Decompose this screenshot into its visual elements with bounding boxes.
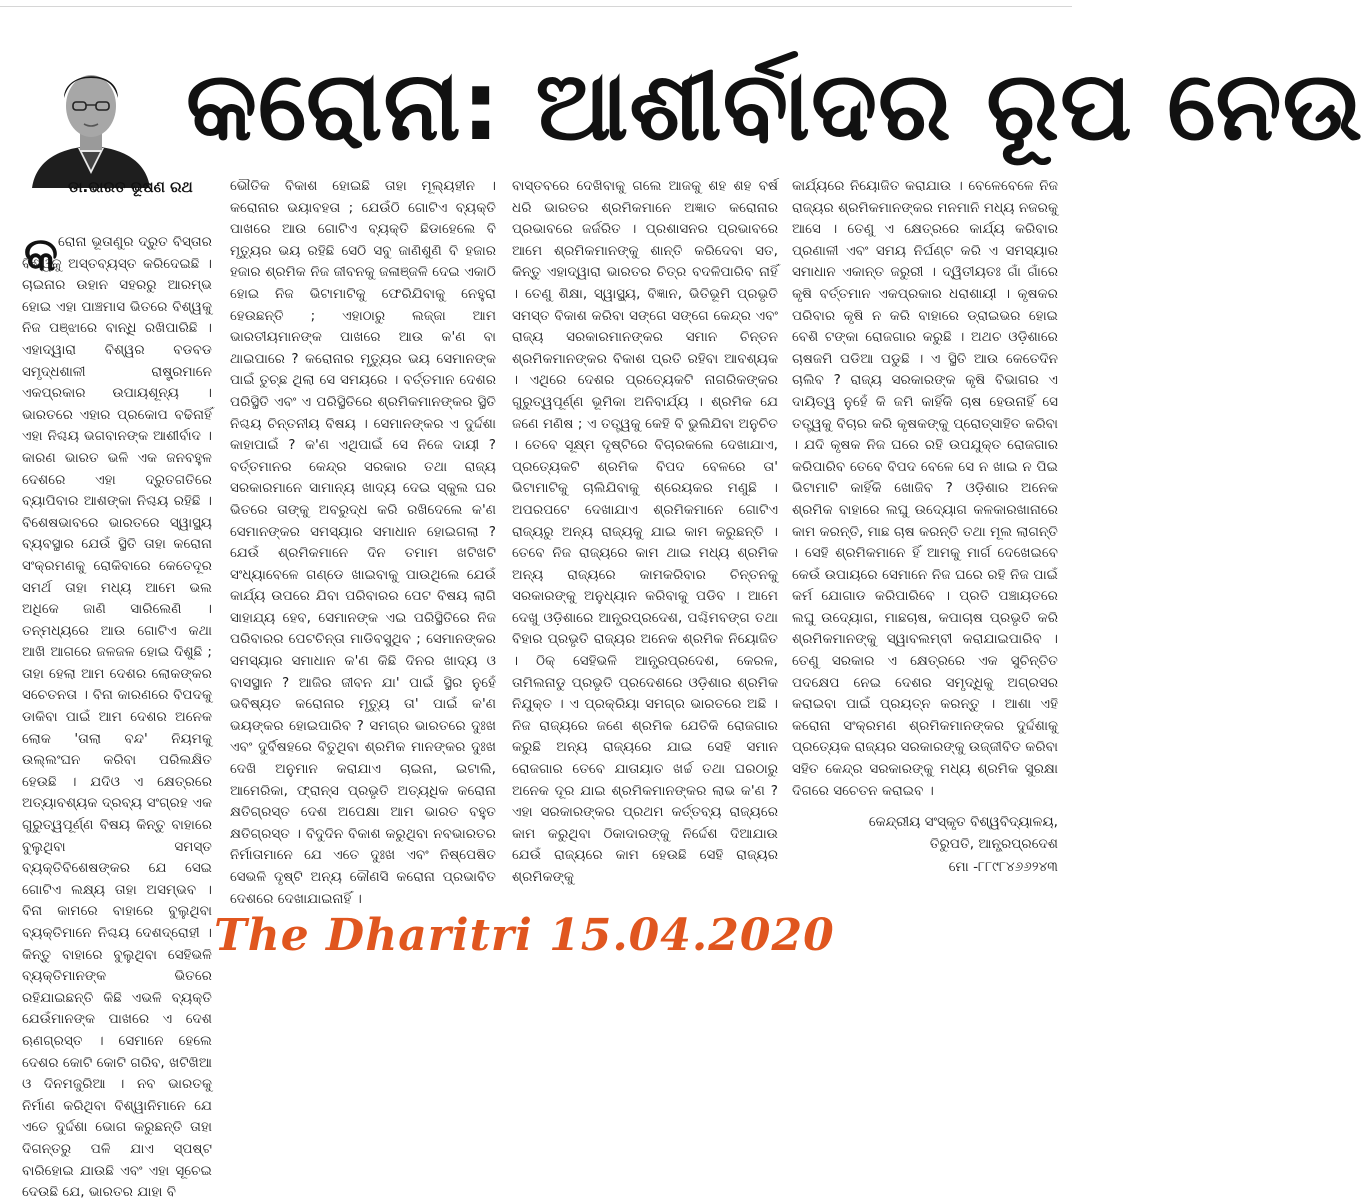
- article-column-2: ଭୌତିକ ବିକାଶ ହୋଇଛି ତାହା ମୂଲ୍ୟହୀନ । କରୋନାର ଭୟାବହତା ; ଯେଉଁଠି ଗୋଟିଏ ବ୍ୟକ୍ତି ପାଖରେ ଆଉ ଗୋଟିଏ ବ୍ୟକ୍ତି ଛିଡାହେଲେ ବି ମୃତ୍ୟୁର ଭୟ ରହିଛି ସେଠି ସବୁ ଜାଣିଶୁଣି ବି ହଜାର ହଜାର ଶ୍ରମିକ ନିଜ ଜୀବନକୁ ଜଳାଞ୍ଜଳି ଦେଇ ଏକାଠି ହୋଇ ନିଜ ଭିଟାମାଟିକୁ ଫେରିଯିବାକୁ ନେହୁରା ହେଉଛନ୍ତି ; ଏହାଠାରୁ ଲଜ୍ଜା ଆମ ଭାରତୀୟମାନଙ୍କ ପାଖରେ ଆଉ କ'ଣ ବା ଥାଇପାରେ ? କରୋନାର ମୃତ୍ୟୁର ଭୟ ସେମାନଙ୍କ ପାଇଁ ତୁଚ୍ଛ ଥିଲା ସେ ସମୟରେ । ବର୍ତ୍ତମାନ ଦେଶର ପରିସ୍ଥିତି ଏବଂ ଏ ପରିସ୍ଥିତିରେ ଶ୍ରମିକମାନଙ୍କର ସ୍ଥିତି ନିଶ୍ଚୟ ଚିନ୍ତନୀୟ ବିଷୟ । ସେମାନଙ୍କର ଏ ଦୁର୍ଦ୍ଦଶା କାହାପାଇଁ ? କ'ଣ ଏଥିପାଇଁ ସେ ନିଜେ ଦାୟୀ ? ବର୍ତ୍ତମାନର କେନ୍ଦ୍ର ସରକାର ତଥା ରାଜ୍ୟ ସରକାରମାନେ ସାମାନ୍ୟ ଖାଦ୍ୟ ଦେଇ ସ୍କୁଲ ଘର ଭିତରେ ତାଙ୍କୁ ଅବରୁଦ୍ଧ କରି ରଖିଦେଲେ କ'ଣ ସେମାନଙ୍କର ସମସ୍ୟାର ସମାଧାନ ହୋଇଗଲା ? ଯେଉଁ ଶ୍ରମିକମାନେ ଦିନ ତମାମ ଖଟିଖଟି ସଂଧ୍ୟାବେଳେ ଗଣ୍ଡେ ଖାଇବାକୁ ପାଉଥିଲେ ଯେଉଁ କାର୍ଯ୍ୟ ଉପରେ ଯିବା ପରିବାରର ପେଟ ବିଷୟ ଲାଗି ସାହାଯ୍ୟ ହେବ, ସେମାନଙ୍କ ଏଇ ପରିସ୍ଥିତିରେ ନିଜ ପରିବାରର ପେଟଚିନ୍ତା ମାଡିବସୁଥିବ ; ସେମାନଙ୍କର ସମସ୍ୟାର ସମାଧାନ କ'ଣ କିଛି ଦିନର ଖାଦ୍ୟ ଓ ବାସସ୍ଥାନ ? ଆଜିର ଜୀବନ ଯା' ପାଇଁ ସ୍ଥିର ନୁହେଁ ଭବିଷ୍ୟତ କରୋନାର ମୃତ୍ୟୁ ତା' ପାଇଁ କ'ଣ ଭୟଙ୍କର ହୋଇପାରିବ ? ସମଗ୍ର ଭାରତରେ ଦୁଃଖ ଏବଂ ଦୁର୍ବିଷହରେ ବିତୁଥିବା ଶ୍ରମିକ ମାନଙ୍କର ଦୁଃଖ ଦେଖି ଅନୁମାନ କରାଯାଏ ଚାଇନା, ଇଟାଲି, ଆମେରିକା, ଫ୍ରାନ୍ସ ପ୍ରଭୃତି ଅତ୍ୟଧିକ କରୋନା କ୍ଷତିଗ୍ରସ୍ତ ଦେଶ ଅପେକ୍ଷା ଆମ ଭାରତ ବହୁତ କ୍ଷତିଗ୍ରସ୍ତ । ବିଦୁଦିନ ବିକାଶ କରୁଥିବା ନବଭାରତର ନିର୍ମାତାମାନେ ଯେ ଏତେ ଦୁଃଖ ଏବଂ ନିଷ୍ପେଷିତ ସେଭଳି ଦୃଷ୍ଟି ଅନ୍ୟ କୌଣସି କରୋନା ପ୍ରଭାବିତ ଦେଶରେ ଦେଖାଯାଇନାହିଁ ।: [230, 178, 496, 907]
- author-signoff-block: [792, 812, 1058, 879]
- drop-cap: କ: [24, 227, 58, 281]
- author-phone: ମୋ -୮୮୯୮୪୬୬୨୪୩: [948, 859, 1058, 876]
- author-byline: ଡା.ଭାରତ ଭୂଷଣ ରଥ: [68, 178, 193, 196]
- author-location: ତିରୁପତି, ଆନ୍ଧ୍ରପ୍ରଦେଶ: [929, 835, 1058, 852]
- article-headline: କରୋନା: ଆଶୀର୍ବାଦର ରୂପ ନେଉ: [186, 50, 1363, 162]
- author-affiliation: କେନ୍ଦ୍ରୀୟ ସଂସ୍କୃତ ବିଶ୍ୱବିଦ୍ୟାଳୟ,: [868, 814, 1058, 830]
- source-caption: The Dharitri 15.04.2020: [214, 910, 835, 961]
- article-column-1: ରୋନା ଭୂତାଣୁର ଦ୍ରୁତ ବିସ୍ତାର ବିଶ୍ୱକୁ ଅସ୍ତବ୍ୟସ୍ତ କରିଦେଇଛି । ଚାଇନାର ଉହାନ ସହରରୁ ଆରମ୍ଭ ହୋଇ ଏହା ପାଞ୍ଚମାସ ଭିତରେ ବିଶ୍ୱକୁ ନିଜ ପଞ୍ଝାରେ ବାନ୍ଧି ରଖିପାରିଛି । ଏହାଦ୍ୱାରା ବିଶ୍ୱର ବଡବଡ ସମୃଦ୍ଧଶାଳୀ ରାଷ୍ଟ୍ରମାନେ ଏକପ୍ରକାର ଉପାୟଶୂନ୍ୟ । ଭାରତରେ ଏହାର ପ୍ରକୋପ ବଢିନାହିଁ ଏହା ନିଶ୍ଚୟ ଭଗବାନଙ୍କ ଆଶୀର୍ବାଦ । କାରଣ ଭାରତ ଭଳି ଏକ ଜନବହୁଳ ଦେଶରେ ଏହା ଦ୍ରୁତଗତିରେ ବ୍ୟାପିବାର ଆଶଙ୍କା ନିଶ୍ଚୟ ରହିଛି । ବିଶେଷଭାବରେ ଭାରତରେ ସ୍ୱାସ୍ଥ୍ୟ ବ୍ୟବସ୍ଥାର ଯେଉଁ ସ୍ଥିତି ତାହା କରୋନା ସଂକ୍ରମଣକୁ ରୋକିବାରେ କେତେଦୂର ସମର୍ଥ ତାହା ମଧ୍ୟ ଆମେ ଭଲ ଅଧିକେ ଜାଣି ସାରିଲେଣି । ତନ୍ମଧ୍ୟରେ ଆଉ ଗୋଟିଏ କଥା ଆଖି ଆଗରେ ଜଳଜଳ ହୋଇ ଦିଶୁଛି ; ତାହା ହେଲା ଆମ ଦେଶର ଲୋକଙ୍କର ସଚେତନତା । ବିନା କାରଣରେ ବିପଦକୁ ଡାକିବା ପାଇଁ ଆମ ଦେଶର ଅନେକ ଲୋକ 'ତାଲା ବନ୍ଦ' ନିୟମକୁ ଉଲ୍ଲଂଘନ କରିବା ପରିଲକ୍ଷିତ ହେଉଛି । ଯଦିଓ ଏ କ୍ଷେତ୍ରରେ ଅତ୍ୟାବଶ୍ୟକ ଦ୍ରବ୍ୟ ସଂଗ୍ରହ ଏକ ଗୁରୁତ୍ୱପୂର୍ଣ୍ଣ ବିଷୟ କିନ୍ତୁ ବାହାରେ ବୁଲୁଥିବା ସମସ୍ତ ବ୍ୟକ୍ତିବିଶେଷଙ୍କର ଯେ ସେଇ ଗୋଟିଏ ଲକ୍ଷ୍ୟ ତାହା ଅସମ୍ଭବ । ବିନା କାମରେ ବାହାରେ ବୁଲୁଥିବା ବ୍ୟକ୍ତିମାନେ ନିଶ୍ଚୟ ଦେଶଦ୍ରୋହୀ । କିନ୍ତୁ ବାହାରେ ବୁଲୁଥିବା ସେହିଭଳି ବ୍ୟକ୍ତିମାନଙ୍କ ଭିତରେ ରହିଯାଇଛନ୍ତି କିଛି ଏଭଳି ବ୍ୟକ୍ତି ଯେଉଁମାନଙ୍କ ପାଖରେ ଏ ଦେଶ ଋଣଗ୍ରସ୍ତ । ସେମାନେ ହେଲେ ଦେଶର କୋଟି କୋଟି ଗରିବ, ଖଟିଖିଆ ଓ ଦିନମଜୁରିଆ । ନବ ଭାରତକୁ ନିର୍ମାଣ କରିଥିବା ବିଶ୍ୱାନିମାନେ ଯେ ଏତେ ଦୁର୍ଦ୍ଦଶା ଭୋଗ କରୁଛନ୍ତି ତାହା ଦିଗନ୍ତରୁ ପଳି ଯାଏ ସ୍ପଷ୍ଟ ବାରିହୋଇ ଯାଉଛି ଏବଂ ଏହା ସୂଚେଇ ଦେଉଛି ଯେ, ଭାରତର ଯାହା ବି: [22, 234, 212, 1201]
- article-column-4: କାର୍ଯ୍ୟରେ ନିୟୋଜିତ କରାଯାଉ । ବେଳେବେଳେ ନିଜ ରାଜ୍ୟର ଶ୍ରମିକମାନଙ୍କର ମନମାନି ମଧ୍ୟ ନଜରକୁ ଆସେ । ତେଣୁ ଏ କ୍ଷେତ୍ରରେ କାର୍ଯ୍ୟ କରିବାର ପ୍ରଣାଳୀ ଏବଂ ସମୟ ନିର୍ଘଣ୍ଟ କରି ଏ ସମସ୍ୟାର ସମାଧାନ ଏକାନ୍ତ ଜରୁରୀ । ଦ୍ୱିତୀୟତଃ ଗାଁ ଗାଁରେ କୃଷି ବର୍ତ୍ତମାନ ଏକପ୍ରକାର ଧରାଶାୟୀ । କୃଷକର ପରିବାର କୃଷି ନ କରି ବାହାରେ ଡ୍ରାଇଭର ହୋଇ ବେଶି ଟଙ୍କା ରୋଜଗାର କରୁଛି । ଅଥଚ ଓଡ଼ିଶାରେ ଚାଷଜମି ପଡିଆ ପଡୁଛି । ଏ ସ୍ଥିତି ଆଉ କେତେଦିନ ଚାଲିବ ? ରାଜ୍ୟ ସରକାରଙ୍କ କୃଷି ବିଭାଗର ଏ ଦାୟିତ୍ୱ ନୁହେଁ କି ଜମି କାହିଁକି ଚାଷ ହେଉନାହିଁ ସେ ତତ୍ତ୍ୱକୁ ବିଚାର କରି କୃଷକଙ୍କୁ ପ୍ରୋତ୍ସାହିତ କରିବା । ଯଦି କୃଷକ ନିଜ ଘରେ ରହି ଉପଯୁକ୍ତ ରୋଜଗାର କରିପାରିବ ତେବେ ବିପଦ ବେଳେ ସେ ନ ଖାଇ ନ ପିଇ ଭିଟାମାଟି କାହିଁକି ଖୋଜିବ ? ଓଡ଼ିଶାର ଅନେକ ଶ୍ରମିକ ବାହାରେ ଲଘୁ ଉଦ୍ୟୋଗ କଳକାରଖାନାରେ କାମ କରନ୍ତି, ମାଛ ଚାଷ କରନ୍ତି ତଥା ମୂଲ ଲାଗନ୍ତି । ସେହି ଶ୍ରମିକମାନେ ହିଁ ଆମକୁ ମାର୍ଗ ଦେଖେଇବେ କେଉଁ ଉପାୟରେ ସେମାନେ ନିଜ ଘରେ ରହି ନିଜ ପାଇଁ କର୍ମ ଯୋଗାଡ କରିପାରିବେ । ପ୍ରତି ପଞ୍ଚାୟତରେ ଲଘୁ ଉଦ୍ୟୋଗ, ମାଛଚାଷ, କପାଚାଷ ପ୍ରଭୃତି କରି ଶ୍ରମିକମାନଙ୍କୁ ସ୍ୱାବଲମ୍ବୀ କରାଯାଇପାରିବ । ତେଣୁ ସରକାର ଏ କ୍ଷେତ୍ରରେ ଏକ ସୁଚିନ୍ତିତ ପଦକ୍ଷେପ ନେଇ ଦେଶର ସମୃଦ୍ଧିକୁ ଅଗ୍ରସର କରାଇବା ପାଇଁ ପ୍ରୟତ୍ନ କରନ୍ତୁ । ଆଶା ଏହି କରୋନା ସଂକ୍ରମଣ ଶ୍ରମିକମାନଙ୍କର ଦୁର୍ଦ୍ଦଶାକୁ ପ୍ରତ୍ୟେକ ରାଜ୍ୟର ସରକାରଙ୍କୁ ଉଜ୍ଜୀବିତ କରିବା ସହିତ କେନ୍ଦ୍ର ସରକାରଙ୍କୁ ମଧ୍ୟ ଶ୍ରମିକ ସୁରକ୍ଷା ଦିଗରେ ସଚେତନ କରାଇବ ।: [792, 178, 1058, 799]
- author-photo-illustration: [26, 48, 156, 188]
- top-rule: [0, 6, 1072, 7]
- author-photo: [26, 48, 156, 188]
- article-column-3: ବାସ୍ତବରେ ଦେଖିବାକୁ ଗଲେ ଆଜକୁ ଶହ ଶହ ବର୍ଷ ଧରି ଭାରତର ଶ୍ରମିକମାନେ ଅଜ୍ଞାତ କରୋନାର ପ୍ରଭାବରେ ଜର୍ଜରିତ । ପ୍ରଶାସନର ପ୍ରଭାବରେ ଆମେ ଶ୍ରମିକମାନଙ୍କୁ ଶାନ୍ତି କରିଦେବା ସତ, କିନ୍ତୁ ଏହାଦ୍ୱାରା ଭାରତର ଚିତ୍ର ବଦଳିପାରିବ ନାହିଁ । ତେଣୁ ଶିକ୍ଷା, ସ୍ୱାସ୍ଥ୍ୟ, ବିଜ୍ଞାନ, ଭିତିଭୂମି ପ୍ରଭୃତି ସମସ୍ତ ବିକାଶ କରିବା ସଙ୍ଗେ ସଙ୍ଗେ କେନ୍ଦ୍ର ଏବଂ ରାଜ୍ୟ ସରକାରମାନଙ୍କର ସମାନ ଚିନ୍ତନ ଶ୍ରମିକମାନଙ୍କର ବିକାଶ ପ୍ରତି ରହିବା ଆବଶ୍ୟକ । ଏଥିରେ ଦେଶର ପ୍ରତ୍ୟେକଟି ନାଗରିକଙ୍କର ଗୁରୁତ୍ୱପୂର୍ଣ୍ଣ ଭୂମିକା ଅନିବାର୍ଯ୍ୟ । ଶ୍ରମିକ ଯେ ଜଣେ ମଣିଷ ; ଏ ତତ୍ତ୍ୱକୁ କେହି ବି ଭୁଲିଯିବା ଅନୁଚିତ । ତେବେ ସୂକ୍ଷ୍ମ ଦୃଷ୍ଟିରେ ବିଚାରକଲେ ଦେଖାଯାଏ, ପ୍ରତ୍ୟେକଟି ଶ୍ରମିକ ବିପଦ ବେଳରେ ତା' ଭିଟାମାଟିକୁ ଚାଲିଯିବାକୁ ଶ୍ରେୟକର ମଣୁଛି । ଅପରପଟେ ଦେଖାଯାଏ ଶ୍ରମିକମାନେ ଗୋଟିଏ ରାଜ୍ୟରୁ ଅନ୍ୟ ରାଜ୍ୟକୁ ଯାଇ କାମ କରୁଛନ୍ତି । ତେବେ ନିଜ ରାଜ୍ୟରେ କାମ ଥାଇ ମଧ୍ୟ ଶ୍ରମିକ ଅନ୍ୟ ରାଜ୍ୟରେ କାମକରିବାର ଚିନ୍ତନକୁ ସରକାରଙ୍କୁ ଅନୁଧ୍ୟାନ କରିବାକୁ ପଡିବ । ଆମେ ଦେଖୁ ଓଡ଼ିଶାରେ ଆନ୍ଧ୍ରପ୍ରଦେଶ, ପଶ୍ଚିମବଙ୍ଗ ତଥା ବିହାର ପ୍ରଭୃତି ରାଜ୍ୟର ଅନେକ ଶ୍ରମିକ ନିୟୋଜିତ । ଠିକ୍ ସେହିଭଳି ଆନ୍ଧ୍ରପ୍ରଦେଶ, କେରଳ, ତାମିଲନାଡୁ ପ୍ରଭୃତି ପ୍ରଦେଶରେ ଓଡ଼ିଶାର ଶ୍ରମିକ ନିଯୁକ୍ତ । ଏ ପ୍ରକ୍ରିୟା ସମଗ୍ର ଭାରତରେ ଅଛି । ନିଜ ରାଜ୍ୟରେ ଜଣେ ଶ୍ରମିକ ଯେତିକି ରୋଜଗାର କରୁଛି ଅନ୍ୟ ରାଜ୍ୟରେ ଯାଇ ସେହି ସମାନ ରୋଜଗାର ତେବେ ଯାତାୟାତ ଖର୍ଚ୍ଚ ତଥା ଘରଠାରୁ ଅନେକ ଦୂର ଯାଇ ଶ୍ରମିକମାନଙ୍କର ଲାଭ କ'ଣ ? ଏହା ସରକାରଙ୍କର ପ୍ରଥମ କର୍ତ୍ତବ୍ୟ ରାଜ୍ୟରେ କାମ କରୁଥିବା ଠିକାଦାରଙ୍କୁ ନିର୍ଦ୍ଦେଶ ଦିଆଯାଉ ଯେଉଁ ରାଜ୍ୟରେ କାମ ହେଉଛି ସେହି ରାଜ୍ୟର ଶ୍ରମିକଙ୍କୁ: [512, 178, 778, 885]
